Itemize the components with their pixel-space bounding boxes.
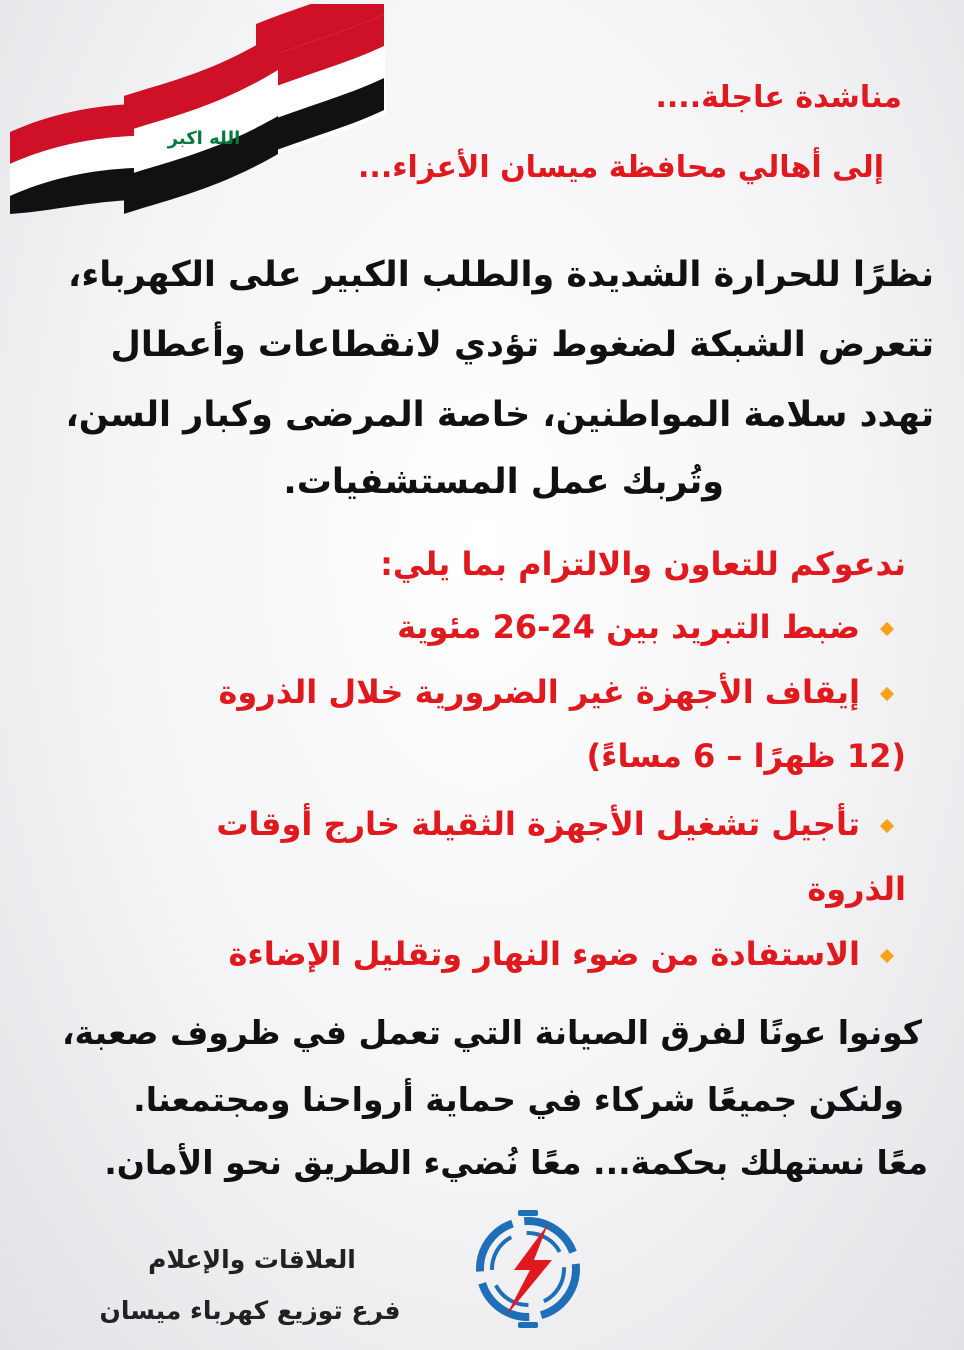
closing-line-2: ولنكن جميعًا شركاء في حماية أرواحنا ومجتمعنا. — [133, 1080, 904, 1119]
bullet-diamond-icon — [880, 819, 894, 833]
intro-line-3: تهدد سلامة المواطنين، خاصة المرضى وكبار السن، — [65, 395, 934, 435]
list-item-continuation: (12 ظهرًا – 6 مساءً) — [586, 737, 906, 775]
flag-takbir-text: الله اكبر — [167, 128, 241, 149]
bullet-diamond-icon — [880, 949, 894, 963]
closing-line-3: معًا نستهلك بحكمة... معًا نُضيء الطريق نحو الأمان. — [104, 1143, 928, 1182]
list-item-text: الاستفادة من ضوء النهار وتقليل الإضاءة — [228, 935, 860, 973]
list-item-text: تأجيل تشغيل الأجهزة الثقيلة خارج أوقات — [216, 805, 860, 843]
intro-line-2: تتعرض الشبكة لضغوط تؤدي لانقطاعات وأعطال — [110, 325, 934, 365]
list-item-text: ضبط التبريد بين 24-26 مئوية — [397, 608, 860, 646]
intro-line-1: نظرًا للحرارة الشديدة والطلب الكبير على الكهرباء، — [68, 255, 934, 295]
bullet-diamond-icon — [880, 622, 894, 636]
appeal-subtitle: إلى أهالي محافظة ميسان الأعزاء... — [358, 150, 884, 185]
branch-name: فرع توزيع كهرباء ميسان — [99, 1296, 401, 1325]
list-item — [397, 608, 892, 646]
list-item — [228, 935, 892, 973]
appeal-title: مناشدة عاجلة.... — [655, 80, 902, 115]
call-heading: ندعوكم للتعاون والالتزام بما يلي: — [380, 545, 906, 583]
lightning-bolt-logo-icon — [466, 1200, 590, 1338]
list-item — [219, 673, 892, 711]
department-name: العلاقات والإعلام — [148, 1245, 356, 1274]
intro-line-4: وتُربك عمل المستشفيات. — [283, 462, 724, 502]
bullet-diamond-icon — [880, 687, 894, 701]
list-item-continuation: الذروة — [807, 870, 906, 908]
list-item-text: إيقاف الأجهزة غير الضرورية خلال الذروة — [218, 673, 860, 711]
list-item — [216, 805, 892, 843]
iraq-flag-ribbon-icon — [6, 4, 390, 214]
closing-line-1: كونوا عونًا لفرق الصيانة التي تعمل في ظروف صعبة، — [62, 1013, 922, 1052]
